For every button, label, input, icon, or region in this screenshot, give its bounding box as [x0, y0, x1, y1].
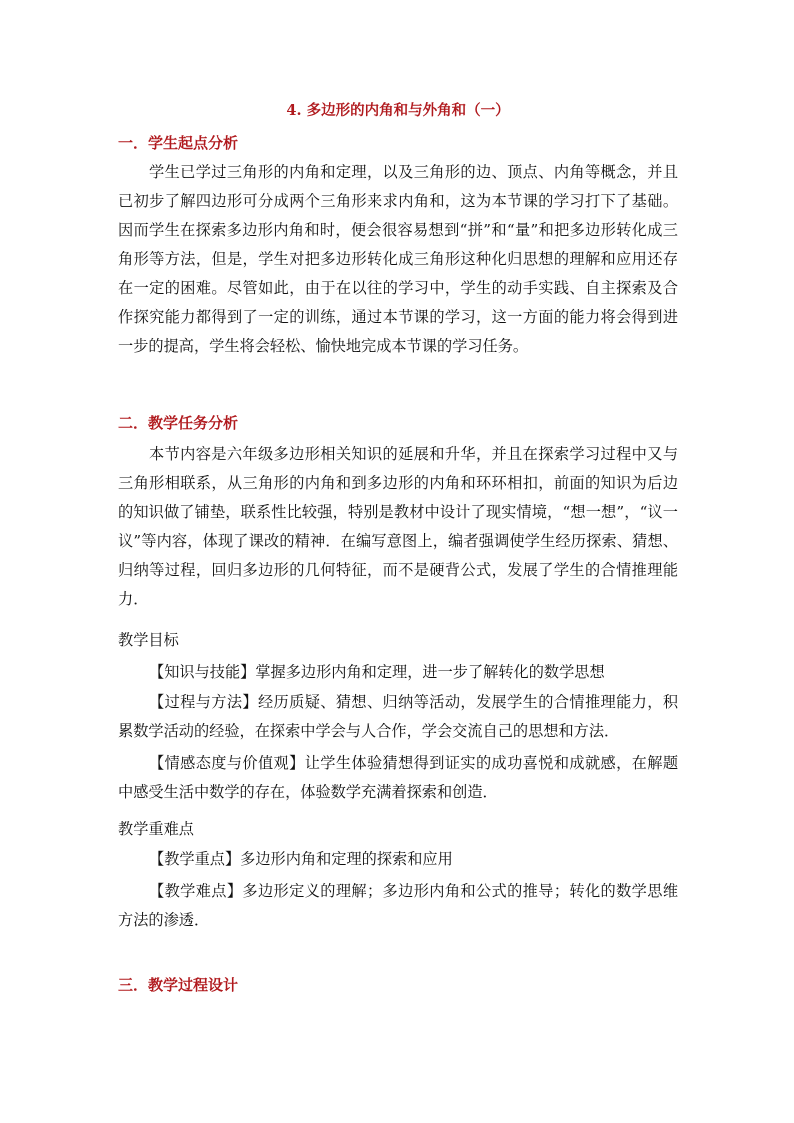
key-difficult-label: 教学重难点 — [118, 820, 194, 838]
student-analysis-paragraph: 学生已学过三角形的内角和定理，以及三角形的边、顶点、内角等概念，并且已初步了解四边形可分成两个三角形来求内角和，这为本节课的学习打下了基础。因而学生在探索多边形内角和时，便会很容易想到“拼”和“量”和把多边形转化成三角形等方法，但是，学生对把多边形转化成三角形这种化归思想的理解和应用还存在一定的困难。尽管如此，由于在以往的学习中，学生的动手实践、自主探索及合作探究能力都得到了一定的训练，通过本节课的学习，这一方面的能力将会得到进一步的提高，学生将会轻松、愉快地完成本节课的学习任务。 — [118, 163, 678, 355]
document-title: 4. 多边形的内角和与外角和（一） — [286, 102, 510, 119]
teaching-key-point: 【教学重点】多边形内角和定理的探索和应用 — [149, 850, 453, 868]
task-analysis-paragraph: 本节内容是六年级多边形相关知识的延展和升华，并且在探索学习过程中又与三角形相联系，从三角形的内角和到多边形的内角和环环相扣，前面的知识为后边的知识做了铺垫，联系性比较强，特别是教材中设计了现实情境，“想一想”，“议一议”等内容，体现了课改的精神．在编写意图上，编者强调使学生经历探索、猜想、归纳等过程，回归多边形的几何特征，而不是硬背公式，发展了学生的合情推理能力． — [118, 445, 678, 608]
section-heading-student-analysis: 一．学生起点分析 — [118, 134, 239, 152]
section-heading-task-analysis: 二．教学任务分析 — [118, 414, 239, 432]
goal-emotion-values: 【情感态度与价值观】让学生体验猜想得到证实的成功喜悦和成就感，在解题中感受生活中数学的存在，体验数学充满着探索和创造． — [118, 754, 678, 801]
section-heading-process-design: 三．教学过程设计 — [118, 976, 239, 994]
goal-process-methods: 【过程与方法】经历质疑、猜想、归纳等活动，发展学生的合情推理能力，积累数学活动的经验，在探索中学会与人合作，学会交流自己的思想和方法． — [118, 693, 678, 740]
teaching-goals-label: 教学目标 — [118, 631, 179, 649]
teaching-difficult-point: 【教学难点】多边形定义的理解；多边形内角和公式的推导；转化的数学思维方法的渗透． — [118, 882, 678, 929]
goal-knowledge-skills: 【知识与技能】掌握多边形内角和定理，进一步了解转化的数学思想 — [149, 663, 605, 681]
